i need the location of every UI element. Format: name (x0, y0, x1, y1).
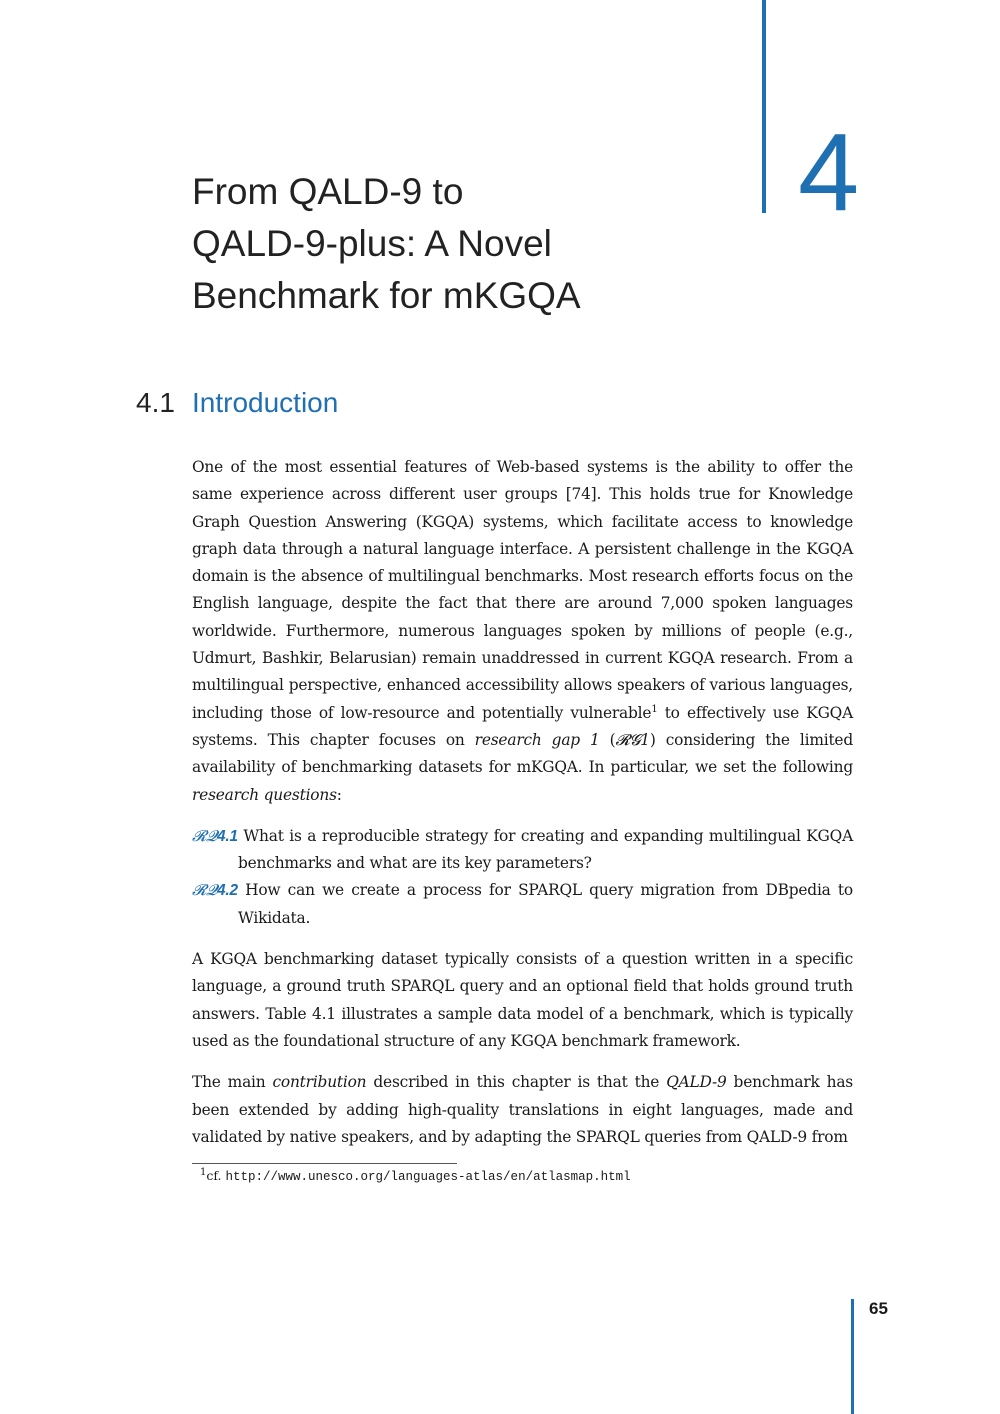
research-question-1 (192, 823, 853, 878)
chapter-title-line-2: QALD-9-plus: A Novel (192, 223, 552, 264)
page-number: 65 (869, 1299, 888, 1318)
chapter-number: 4 (798, 111, 860, 234)
emphasis-research-gap: research gap 1 (474, 730, 600, 749)
paragraph-intro-text-d: ) considering the limited availability of benchmarking datasets for mKGQA. In particular, we set the following (192, 730, 853, 777)
paragraph-contribution-text-a: The main (192, 1073, 273, 1092)
research-question-2 (192, 877, 853, 932)
page-accent-bar (851, 1299, 854, 1414)
paragraph-contribution-text-c: benchmark has been extended by adding high-quality translations in eight languages, made and validated by native speakers, and by adapting the SPARQL queries from QALD-9 from (192, 1073, 853, 1146)
section-heading (136, 384, 338, 422)
research-question-list (192, 823, 853, 932)
paragraph-contribution (192, 1069, 853, 1151)
paragraph-intro-text-a: One of the most essential features of Web-based systems is the ability to offer the same experience across different user groups [74]. This holds true for Knowledge Graph Question Answering (KGQA) systems, which facilitate access to knowledge graph data through a natural language interface. A persistent challenge in the KGQA domain is the absence of multilingual benchmarks. Most research efforts focus on the English language, despite the fact that there are around 7,000 spoken languages worldwide. Furthermore, numerous languages spoken by millions of people (e.g., Udmurt, Bashkir, Belarusian) remain unaddressed in current KGQA research. From a multilingual perspective, enhanced accessibility allows speakers of various languages, including those of low-resource and potentially vulnerable (192, 458, 853, 722)
rq-label-1 (192, 827, 238, 845)
rq-text-2: How can we create a process for SPARQL query migration from DBpedia to Wikidata. (237, 881, 853, 927)
rq-number-1: 4.1 (217, 827, 238, 845)
footnote-ref[interactable]: 1 (651, 703, 658, 715)
footnote-prefix: cf. (206, 1168, 226, 1183)
paragraph-intro (192, 454, 853, 809)
footnote-mark: 1 (200, 1166, 207, 1178)
emphasis-qald9: QALD-9 (666, 1073, 727, 1092)
rq-prefix-1: 𝓡𝓠 (192, 826, 218, 845)
paragraph-intro-text-e: : (336, 785, 342, 804)
emphasis-contribution: contribution (272, 1073, 367, 1092)
rq-text-1: What is a reproducible strategy for creating and expanding multilingual KGQA benchmarks and what are its key parameters? (237, 826, 853, 873)
rq-number-2: 4.2 (217, 882, 238, 900)
chapter-title-line-3: Benchmark for mKGQA (192, 275, 581, 316)
paragraph-intro-text-c: ( (599, 730, 616, 749)
chapter-title (192, 166, 712, 322)
rq-prefix-2: 𝓡𝓠 (192, 881, 218, 900)
footnote-divider (192, 1163, 457, 1164)
chapter-accent-bar (762, 0, 766, 213)
rq-label-2 (192, 881, 238, 899)
paragraph-dataset: A KGQA benchmarking dataset typically consists of a question written in a specific language, a ground truth SPARQL query and an optional field that holds ground truth answers. Table 4.1 illustrates a sample data model of a benchmark, which is typically used as the foundational structure of any KGQA benchmark framework. (192, 950, 853, 1050)
rg-symbol: 𝓡𝓖1 (615, 730, 650, 749)
chapter-title-line-1: From QALD-9 to (192, 171, 464, 212)
paragraph-intro-text-b: to effectively use KGQA systems. This chapter focuses on (192, 703, 854, 749)
body-text (192, 454, 853, 1165)
footnote (200, 1166, 631, 1187)
footnote-url-link[interactable]: http://www.unesco.org/languages-atlas/en/atlasmap.html (225, 1170, 631, 1184)
paragraph-contribution-text-b: described in this chapter is that the (366, 1073, 667, 1092)
emphasis-research-questions: research questions (192, 785, 337, 804)
section-number: 4.1 (136, 387, 175, 418)
section-title: Introduction (192, 387, 339, 418)
